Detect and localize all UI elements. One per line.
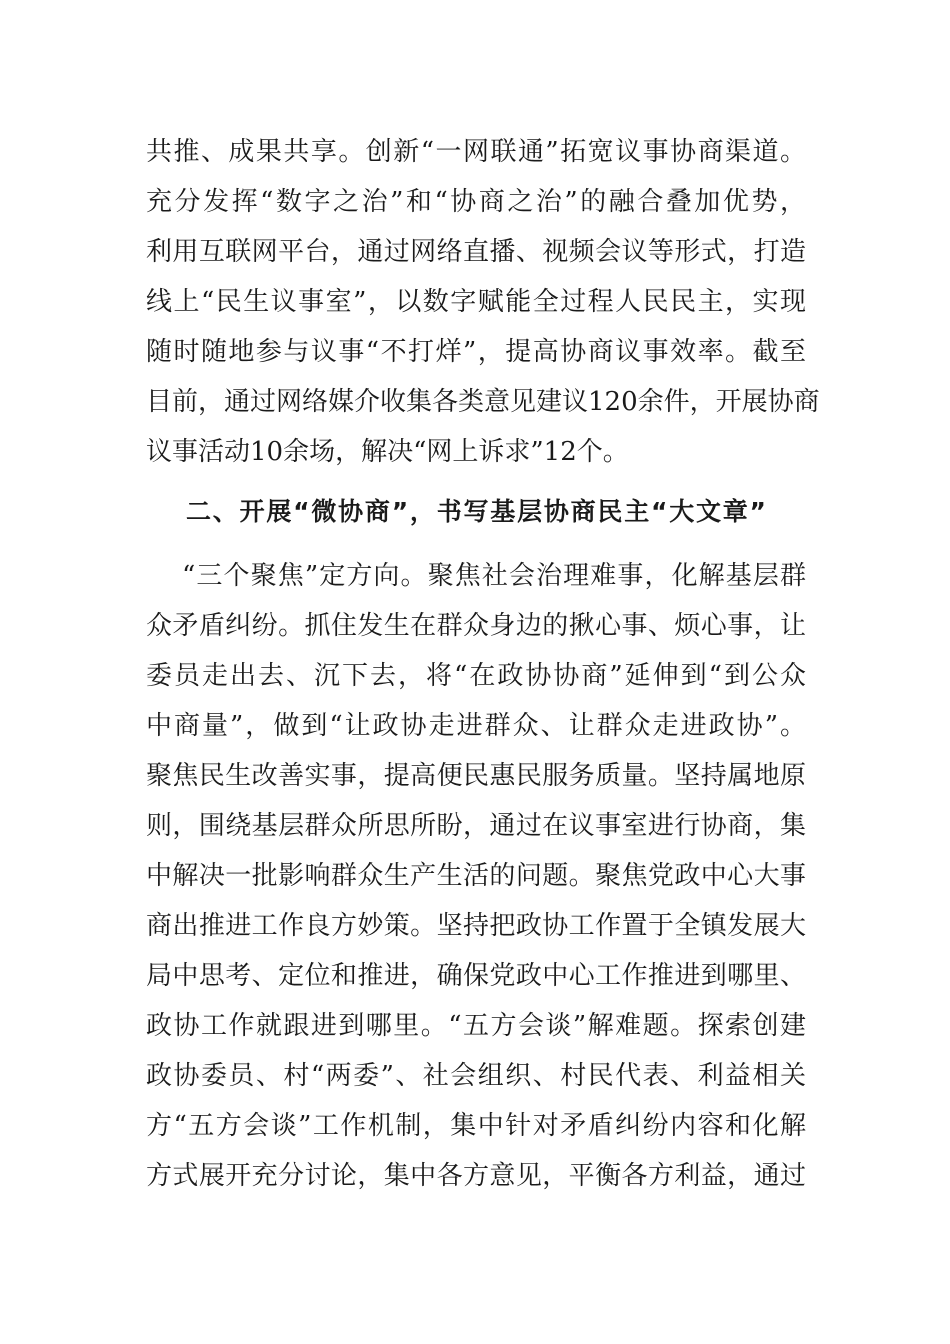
paragraph-1-line-7: 议事活动10余场，解决“网上诉求”12个。 [146,437,629,467]
paragraph-2-line-8: 商出推进工作良方妙策。坚持把政协工作置于全镇发展大 [146,911,806,941]
paragraph-1-line-5: 随时随地参与议事“不打烊”，提高协商议事效率。截至 [146,337,806,367]
paragraph-1-line-1: 共推、成果共享。创新“一网联通”拓宽议事协商渠道。 [146,137,806,167]
paragraph-1-line-2: 充分发挥“数字之治”和“协商之治”的融合叠加优势， [146,187,806,217]
paragraph-1-line-4: 线上“民生议事室”，以数字赋能全过程人民民主，实现 [146,287,806,317]
paragraph-2-line-2: 众矛盾纠纷。抓住发生在群众身边的揪心事、烦心事，让 [146,611,806,641]
paragraph-2-line-12: 方“五方会谈”工作机制，集中针对矛盾纠纷内容和化解 [146,1111,806,1141]
paragraph-2-line-9: 局中思考、定位和推进，确保党政中心工作推进到哪里、 [146,961,806,991]
paragraph-2-line-3: 委员走出去、沉下去，将“在政协协商”延伸到“到公众 [146,661,806,691]
paragraph-2-line-5: 聚焦民生改善实事，提高便民惠民服务质量。坚持属地原 [146,761,806,791]
section-heading-2: 二、开展“微协商”，书写基层协商民主“大文章” [186,497,766,526]
paragraph-2-line-7: 中解决一批影响群众生产生活的问题。聚焦党政中心大事 [146,861,806,891]
paragraph-2-line-4: 中商量”，做到“让政协走进群众、让群众走进政协”。 [146,711,806,741]
paragraph-2-line-11: 政协委员、村“两委”、社会组织、村民代表、利益相关 [146,1061,806,1091]
paragraph-1-line-3: 利用互联网平台，通过网络直播、视频会议等形式，打造 [146,237,806,267]
paragraph-2-line-13: 方式展开充分讨论，集中各方意见，平衡各方利益，通过 [146,1161,806,1191]
paragraph-1-line-6: 目前，通过网络媒介收集各类意见建议120余件，开展协商 [146,387,820,417]
paragraph-2-line-10: 政协工作就跟进到哪里。“五方会谈”解难题。探索创建 [146,1011,806,1041]
paragraph-2-line-1: “三个聚焦”定方向。聚焦社会治理难事，化解基层群 [182,561,806,591]
paragraph-2-line-6: 则，围绕基层群众所思所盼，通过在议事室进行协商，集 [146,811,806,841]
